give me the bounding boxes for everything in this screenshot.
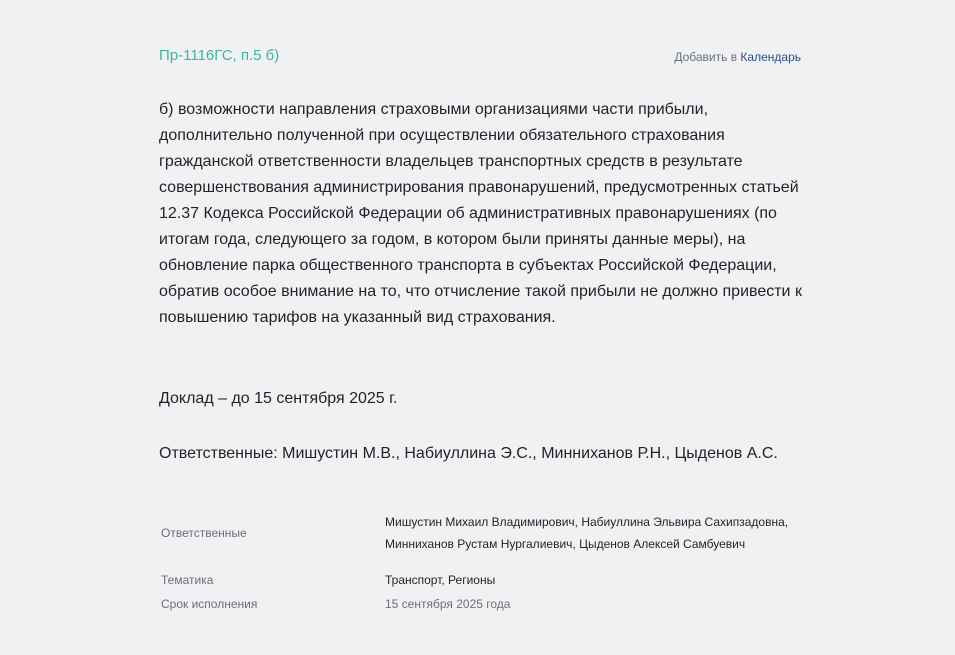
instruction-body-text: б) возможности направления страховыми организациями части прибыли, дополнительно полученной при осуществлении обязательного страхования гражданской ответственности владельцев транспортных средств в результате совершенствования администрирования правонарушений, предусмотренных статьей 12.37 Кодекса Российской Федерации об административных правонарушениях (по итогам года, следующего за годом, в котором были приняты данные меры), на обновление парка общественного транспорта в субъектах Российской Федерации, обратив особое внимание на то, что отчисление такой прибыли не должно привести к повышению тарифов на указанный вид страхования.: [159, 101, 802, 326]
metadata-row-responsible: [159, 498, 801, 568]
metadata-label-topic: Тематика: [161, 573, 214, 587]
metadata-row-deadline: [159, 592, 801, 616]
responsible-persons-text: Ответственные: Мишустин М.В., Набиуллина Э.С., Минниханов Р.Н., Цыденов А.С.: [159, 445, 778, 462]
metadata-value-responsible: Мишустин Михаил Владимирович, Набиуллина Эльвира Сахипзадовна, Минниханов Рустам Нургалиевич, Цыденов Алексей Самбуевич: [385, 515, 789, 551]
report-deadline-text: Доклад – до 15 сентября 2025 г.: [159, 390, 398, 407]
card-header: [159, 45, 801, 69]
document-reference-link[interactable]: Пр-1116ГС, п.5 б): [159, 47, 280, 64]
calendar-prefix-text: Добавить в: [674, 50, 738, 64]
calendar-link[interactable]: Календарь: [740, 50, 801, 64]
metadata-label-responsible: Ответственные: [161, 526, 247, 540]
metadata-table: [159, 498, 801, 616]
metadata-value-topic: Транспорт, Регионы: [385, 573, 496, 587]
metadata-value-deadline: 15 сентября 2025 года: [385, 597, 511, 611]
metadata-label-deadline: Срок исполнения: [161, 597, 258, 611]
add-to-calendar: [674, 47, 801, 67]
metadata-row-topic: [159, 568, 801, 592]
